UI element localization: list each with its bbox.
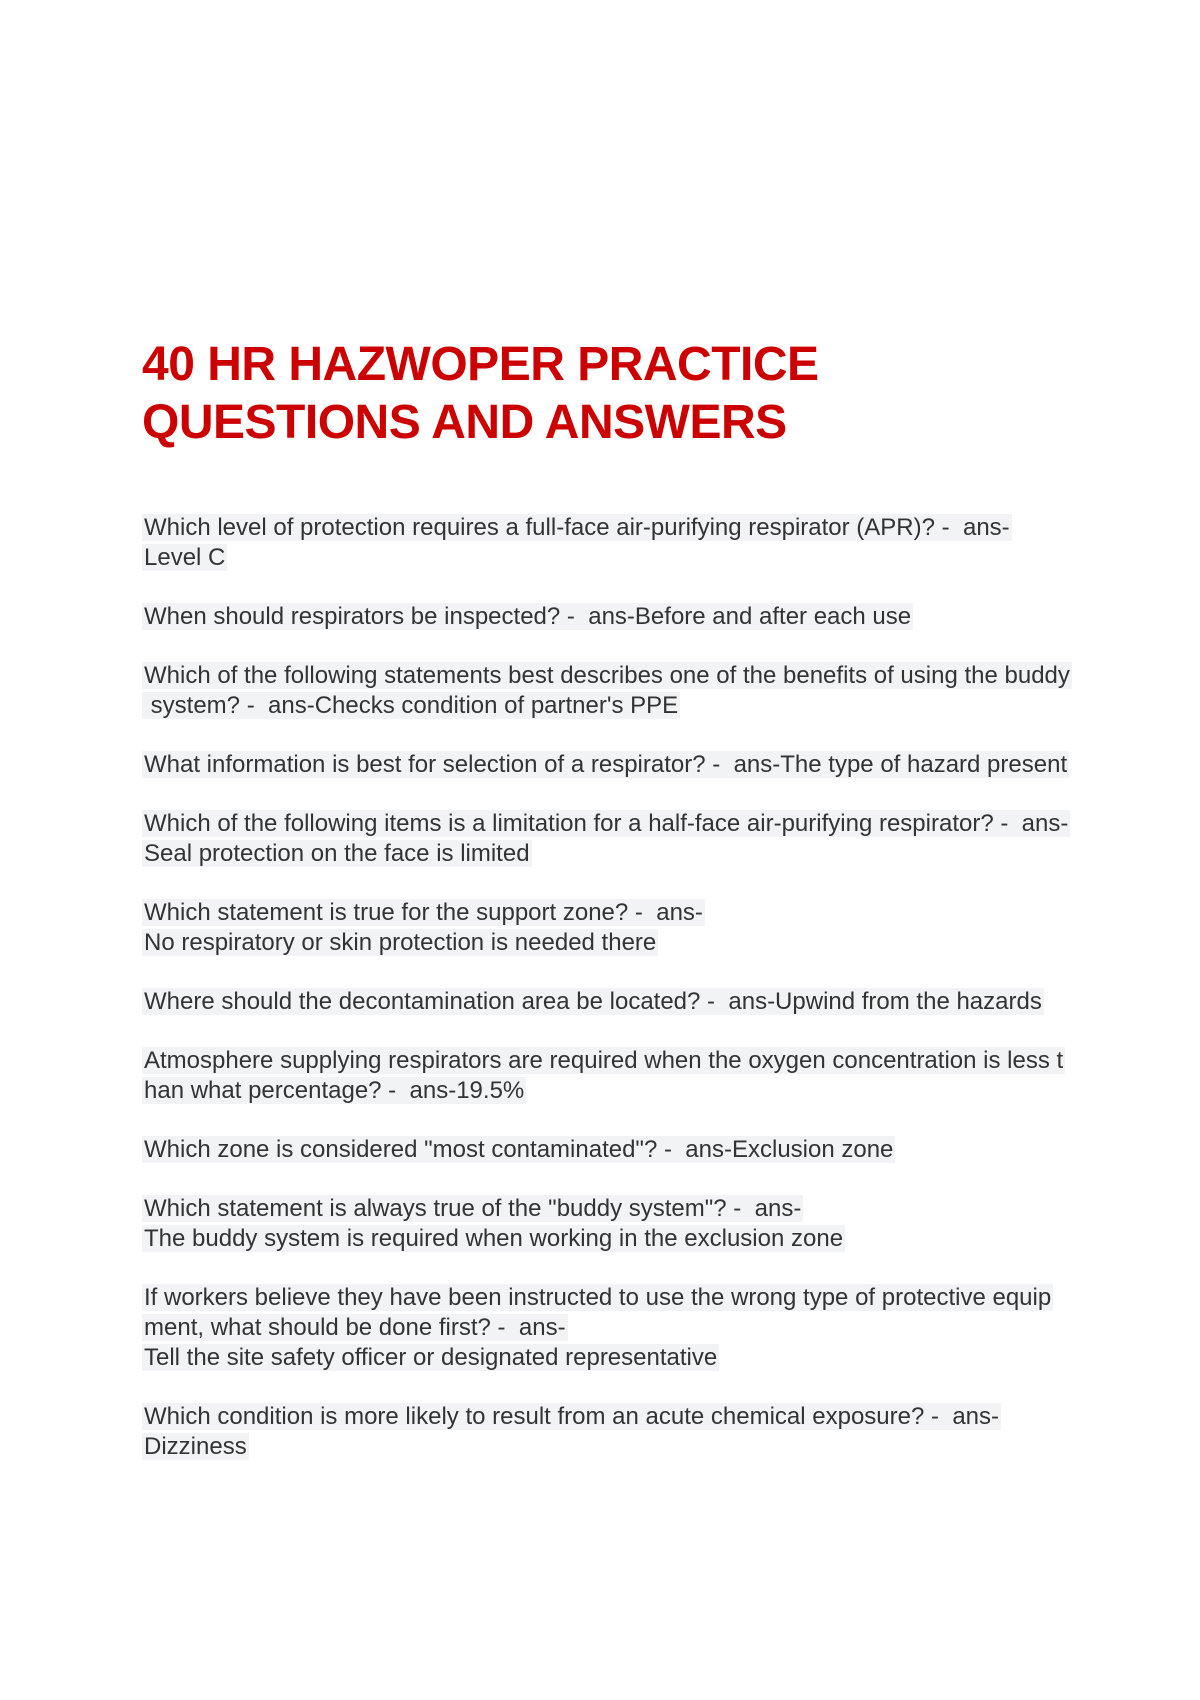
qa-line-text: What information is best for selection of a respirator? - ans-The type of hazard present bbox=[144, 751, 1068, 778]
qa-item bbox=[142, 1402, 1082, 1462]
qa-item bbox=[142, 602, 1082, 632]
qa-line-text: If workers believe they have been instructed to use the wrong type of protective equip bbox=[144, 1284, 1052, 1311]
qa-line-text: Dizziness bbox=[144, 1433, 247, 1460]
qa-item bbox=[142, 661, 1082, 721]
qa-item bbox=[142, 1135, 1082, 1165]
qa-line bbox=[142, 1432, 1082, 1462]
qa-line bbox=[142, 928, 1082, 958]
qa-line bbox=[142, 1313, 1082, 1343]
qa-line-text: Which condition is more likely to result from an acute chemical exposure? - ans- bbox=[144, 1403, 1000, 1430]
qa-line-text: Which zone is considered "most contaminated"? - ans-Exclusion zone bbox=[144, 1136, 894, 1163]
qa-line-text: The buddy system is required when working in the exclusion zone bbox=[144, 1225, 844, 1252]
qa-item bbox=[142, 1194, 1082, 1254]
qa-line bbox=[142, 1076, 1082, 1106]
qa-item bbox=[142, 809, 1082, 869]
qa-line bbox=[142, 898, 1082, 928]
qa-list bbox=[142, 513, 1082, 1491]
qa-item bbox=[142, 987, 1082, 1017]
qa-line bbox=[142, 750, 1082, 780]
qa-line bbox=[142, 987, 1082, 1017]
qa-line-text: Where should the decontamination area be located? - ans-Upwind from the hazards bbox=[144, 988, 1042, 1015]
qa-line-text: han what percentage? - ans-19.5% bbox=[144, 1077, 525, 1104]
qa-line-text: Seal protection on the face is limited bbox=[144, 840, 530, 867]
qa-line bbox=[142, 1135, 1082, 1165]
qa-line-text: Which level of protection requires a full-face air-purifying respirator (APR)? - ans- bbox=[144, 514, 1010, 541]
qa-item bbox=[142, 1046, 1082, 1106]
qa-line bbox=[142, 1343, 1082, 1373]
qa-line bbox=[142, 661, 1082, 691]
qa-item bbox=[142, 750, 1082, 780]
qa-line bbox=[142, 1224, 1082, 1254]
qa-line-text: Tell the site safety officer or designated representative bbox=[144, 1344, 718, 1371]
qa-item bbox=[142, 898, 1082, 958]
qa-item bbox=[142, 513, 1082, 573]
document-title bbox=[142, 336, 1102, 452]
qa-line bbox=[142, 809, 1082, 839]
qa-line bbox=[142, 543, 1082, 573]
qa-line-text: system? - ans-Checks condition of partner's PPE bbox=[144, 692, 679, 719]
qa-line bbox=[142, 513, 1082, 543]
qa-line-text: ment, what should be done first? - ans- bbox=[144, 1314, 566, 1341]
qa-line bbox=[142, 602, 1082, 632]
qa-line bbox=[142, 1283, 1082, 1313]
qa-item bbox=[142, 1283, 1082, 1373]
qa-line bbox=[142, 691, 1082, 721]
qa-line-text: Level C bbox=[144, 544, 226, 571]
qa-line bbox=[142, 1194, 1082, 1224]
qa-line bbox=[142, 839, 1082, 869]
qa-line-text: When should respirators be inspected? - ans-Before and after each use bbox=[144, 603, 912, 630]
qa-line-text: Atmosphere supplying respirators are required when the oxygen concentration is less t bbox=[144, 1047, 1064, 1074]
qa-line bbox=[142, 1402, 1082, 1432]
qa-line-text: Which statement is always true of the "buddy system"? - ans- bbox=[144, 1195, 802, 1222]
title-line-1: 40 HR HAZWOPER PRACTICE bbox=[142, 338, 819, 391]
qa-line-text: No respiratory or skin protection is needed there bbox=[144, 929, 657, 956]
qa-line-text: Which statement is true for the support zone? - ans- bbox=[144, 899, 703, 926]
qa-line-text: Which of the following items is a limitation for a half-face air-purifying respirator? - ans- bbox=[144, 810, 1069, 837]
title-line-2: QUESTIONS AND ANSWERS bbox=[142, 396, 787, 449]
qa-line bbox=[142, 1046, 1082, 1076]
qa-line-text: Which of the following statements best describes one of the benefits of using the buddy bbox=[144, 662, 1070, 689]
